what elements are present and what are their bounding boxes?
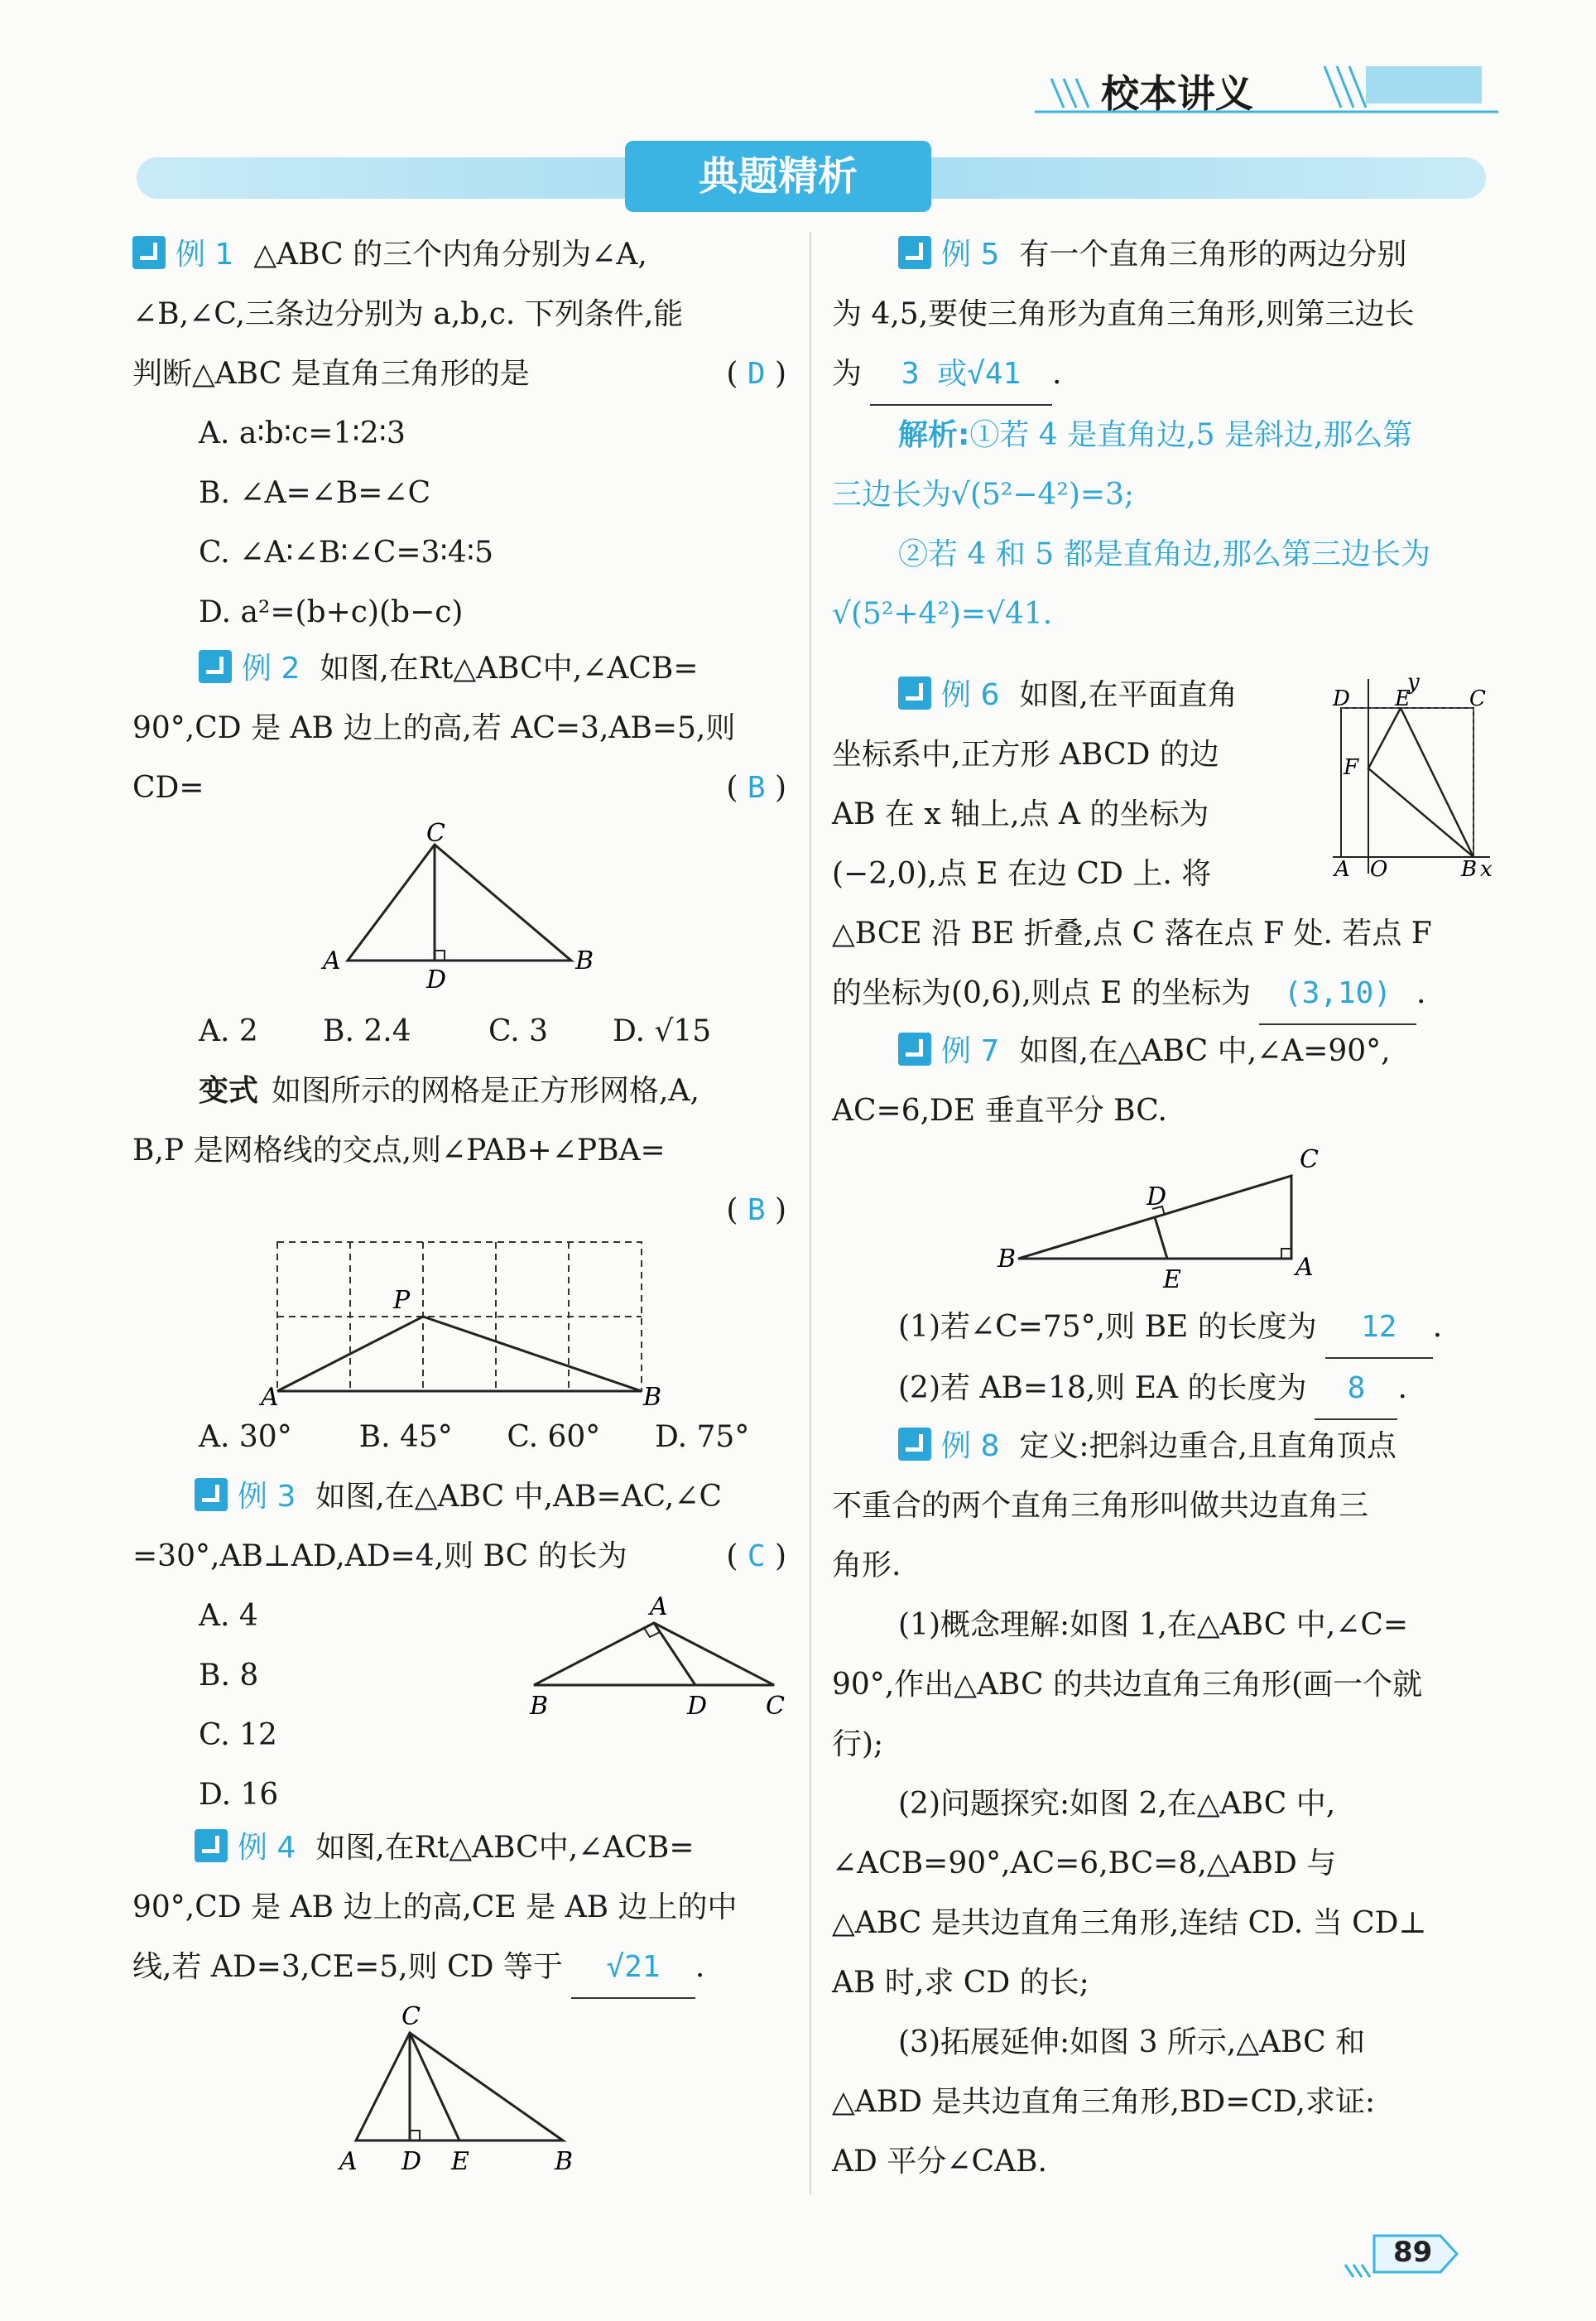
label-D: D <box>426 965 447 994</box>
option: C. ∠A∶∠B∶∠C=3∶4∶5 <box>199 536 493 570</box>
example-6-text: AB 在 x 轴上,点 A 的坐标为 <box>832 797 1209 831</box>
right-angle-mark <box>435 951 445 961</box>
example-8-part-3: (3)拓展延伸:如图 3 所示,△ABC 和 <box>898 2025 1366 2059</box>
example-6-tag: 例 6 <box>898 666 999 725</box>
example-6-text: △BCE 沿 BE 折叠,点 C 落在点 F 处. 若点 F <box>832 917 1432 951</box>
option: C. 3 <box>488 1014 549 1048</box>
example-6-text: (−2,0),点 E 在边 CD 上. 将 <box>832 857 1212 891</box>
label-C: C <box>1300 1145 1319 1174</box>
example-8-text: 不重合的两个直角三角形叫做共边直角三 <box>832 1489 1369 1523</box>
example-8-part-2: △ABC 是共边直角三角形,连结 CD. 当 CD⊥ <box>832 1906 1427 1940</box>
example-2-tag: 例 2 <box>199 639 300 699</box>
example-7 <box>832 1022 1494 1141</box>
example-2-text: 90°,CD 是 AB 边上的高,若 AC=3,AB=5,则 <box>132 711 736 745</box>
example-3: 例 3 如图,在△ABC 中,AB=AC,∠C =30°,AB⊥AD,AD=4,则 BC 的长为 ( C ) A. 4 B. 8 C. 12 D. 16 <box>132 1467 786 1825</box>
option: A. 2 <box>199 1014 258 1048</box>
label-B: B <box>575 946 594 975</box>
option: B. 45° <box>358 1420 453 1454</box>
variant-tag: 变式 <box>199 1074 259 1108</box>
triangle <box>356 2033 563 2140</box>
example-8-part-1: 90°,作出△ABC 的共边直角三角形(画一个就 <box>832 1668 1423 1702</box>
label-B: B <box>643 1383 662 1412</box>
example-8-text: 定义:把斜边重合,且直角顶点 <box>1019 1429 1396 1463</box>
label-A: A <box>261 1383 279 1412</box>
example-1-text: 判断△ABC 是直角三角形的是 <box>132 357 530 391</box>
example-3-text: =30°,AB⊥AD,AD=4,则 BC 的长为 <box>132 1539 627 1573</box>
analysis-text: ②若 4 和 5 都是直角边,那么第三边长为 <box>898 537 1431 571</box>
example-4-figure <box>331 2002 596 2176</box>
segment-DE <box>1155 1217 1167 1259</box>
example-6-text: 的坐标为(0,6),则点 E 的坐标为 <box>832 976 1251 1010</box>
label-A: A <box>323 946 341 975</box>
checkmark-icon <box>199 650 232 683</box>
label-D: D <box>401 2147 422 2176</box>
example-2-figure <box>323 819 613 994</box>
example-2-text: CD= <box>132 771 204 805</box>
example-1-text: △ABC 的三个内角分别为∠A, <box>253 238 647 272</box>
example-8-text: 角形. <box>832 1548 901 1582</box>
checkmark-icon <box>195 1829 228 1862</box>
example-7-text: AC=6,DE 垂直平分 BC. <box>832 1094 1167 1128</box>
example-5-text: 有一个直角三角形的两边分别 <box>1019 238 1407 272</box>
label-A: A <box>650 1592 668 1621</box>
label-C: C <box>1469 686 1486 711</box>
label-D: D <box>1147 1182 1167 1211</box>
variant-answer: B <box>747 1193 766 1227</box>
header-title: 校本讲义 <box>1101 71 1253 116</box>
example-3-text: 如图,在△ABC 中,AB=AC,∠C <box>315 1480 723 1514</box>
example-3-figure <box>522 1590 786 1721</box>
example-6-figure <box>1324 670 1498 882</box>
example-2-answer: B <box>747 771 766 805</box>
option: A. 4 <box>199 1599 258 1633</box>
label-B: B <box>530 1692 549 1721</box>
example-8-part-3: △ABD 是共边直角三角形,BD=CD,求证: <box>832 2085 1376 2119</box>
example-7-tag: 例 7 <box>898 1022 999 1081</box>
label-D: D <box>1333 686 1350 711</box>
example-6-answer: (3,10) <box>1259 964 1416 1025</box>
example-5-text: 为 <box>832 357 863 391</box>
example-1: 例 1 △ABC 的三个内角分别为∠A, ∠B,∠C,三条边分别为 a,b,c. 下列条件,能 判断△ABC 是直角三角形的是 ( D ) A. a∶b∶c=1∶2∶3 B. ∠A=∠B=∠C C. ∠A∶∠B∶∠C=3∶4∶5 D. a²=(b+c)(b−c) <box>132 225 786 643</box>
example-7-questions: (1)若∠C=75°,则 BE 的长度为 12 . (2)若 AB=18,则 EA 的长度为 8 . <box>832 1298 1494 1420</box>
example-2-text: 如图,在Rt△ABC中,∠ACB= <box>320 652 699 686</box>
example-4-text: 如图,在Rt△ABC中,∠ACB= <box>315 1831 695 1865</box>
header <box>1035 62 1498 120</box>
option: A. a∶b∶c=1∶2∶3 <box>199 417 406 450</box>
option: D. 16 <box>199 1778 279 1812</box>
example-8-part-3: AD 平分∠CAB. <box>832 2145 1047 2179</box>
example-6: 例 6 如图,在平面直角 坐标系中,正方形 ABCD 的边 AB 在 x 轴上,点 A 的坐标为 (−2,0),点 E 在边 CD 上. 将 △BCE 沿 BE 折叠,点 C 落在点 F 处. 若点 F 的坐标为(0,6),则点 E 的坐标为 (3,10) . <box>832 666 1494 1025</box>
example-5-tag: 例 5 <box>898 225 999 285</box>
example-5-text: 为 4,5,要使三角形为直角三角形,则第三边长 <box>832 297 1415 331</box>
fold-triangle <box>1368 708 1473 857</box>
label-C: C <box>766 1692 785 1721</box>
page-number: 89 <box>1393 2236 1433 2269</box>
triangle <box>534 1623 774 1685</box>
analysis-text: ①若 4 是直角边,5 是斜边,那么第 <box>969 418 1413 452</box>
example-4-text: 90°,CD 是 AB 边上的高,CE 是 AB 边上的中 <box>132 1890 738 1924</box>
right-angle-mark <box>1281 1249 1291 1259</box>
variant: 变式 如图所示的网格是正方形网格,A, B,P 是网格线的交点,则∠PAB+∠PBA= ( B ) <box>132 1074 786 1227</box>
checkmark-icon <box>898 236 931 269</box>
option: A. 30° <box>199 1420 292 1454</box>
option: C. 60° <box>507 1420 601 1454</box>
example-8-part-2: AB 时,求 CD 的长; <box>832 1966 1089 2000</box>
option: B. 8 <box>199 1659 259 1693</box>
label-E: E <box>1163 1265 1181 1294</box>
option: D. √15 <box>613 1014 712 1048</box>
example-8-part-1: (1)概念理解:如图 1,在△ABC 中,∠C= <box>898 1608 1409 1642</box>
option: B. ∠A=∠B=∠C <box>199 476 431 510</box>
label-E: E <box>1395 686 1411 711</box>
example-6-text: 坐标系中,正方形 ABCD 的边 <box>832 738 1219 772</box>
example-8-part-2: ∠ACB=90°,AC=6,BC=8,△ABD 与 <box>832 1847 1337 1880</box>
example-4-text: 线,若 AD=3,CE=5,则 CD 等于 <box>132 1950 563 1984</box>
square-ABCD <box>1341 708 1473 857</box>
example-2-options <box>199 1002 778 1062</box>
example-8-part-2: (2)问题探究:如图 2,在△ABC 中, <box>898 1787 1336 1821</box>
option: D. a²=(b+c)(b−c) <box>199 595 464 629</box>
example-5-answer: 3 或√41 <box>870 344 1052 406</box>
example-7-question-2: (2)若 AB=18,则 EA 的长度为 <box>898 1371 1307 1405</box>
example-8-part-1: 行); <box>832 1727 884 1761</box>
example-1-tag: 例 1 <box>132 225 233 285</box>
analysis-text: √(5²+4²)=√41. <box>832 597 1053 631</box>
checkmark-icon <box>898 1428 931 1461</box>
variant-grid-figure <box>257 1234 662 1412</box>
example-1-options <box>132 404 786 643</box>
section-banner-title: 典题精析 <box>625 141 931 212</box>
right-angle-mark <box>410 2131 420 2140</box>
label-C: C <box>401 2002 421 2031</box>
label-D: D <box>687 1692 708 1721</box>
label-A: A <box>1334 857 1350 882</box>
triangle-PAB <box>277 1317 642 1391</box>
variant-text: B,P 是网格线的交点,则∠PAB+∠PBA= <box>132 1134 666 1168</box>
example-7-text: 如图,在△ABC 中,∠A=90°, <box>1019 1034 1391 1068</box>
label-A: A <box>1296 1253 1314 1282</box>
analysis-label: 解析: <box>898 418 970 452</box>
label-C: C <box>426 819 445 848</box>
label-A: A <box>339 2147 358 2176</box>
label-y: y <box>1407 670 1420 695</box>
option: B. 2.4 <box>323 1014 411 1048</box>
example-4-answer: √21 <box>571 1938 695 1999</box>
example-4: 例 4 如图,在Rt△ABC中,∠ACB= 90°,CD 是 AB 边上的高,CE 是 AB 边上的中 线,若 AD=3,CE=5,则 CD 等于 √21 . <box>132 1818 786 1999</box>
example-2: 例 2 如图,在Rt△ABC中,∠ACB= 90°,CD 是 AB 边上的高,若 AC=3,AB=5,则 CD= ( B ) <box>132 639 786 818</box>
variant-text: 如图所示的网格是正方形网格,A, <box>272 1074 699 1108</box>
column-divider <box>810 232 811 2194</box>
label-O: O <box>1370 857 1388 882</box>
example-7-question-1: (1)若∠C=75°,则 BE 的长度为 <box>898 1310 1317 1344</box>
example-5: 例 5 有一个直角三角形的两边分别 为 4,5,要使三角形为直角三角形,则第三边长 为 3 或√41 . 解析:①若 4 是直角边,5 是斜边,那么第 三边长为√(5²−4²)=3; ②若 4 和 5 都是直角边,那么第三边长为 √(5²+4²)=√41. <box>832 225 1494 644</box>
analysis-text: 三边长为√(5²−4²)=3; <box>832 478 1135 512</box>
example-7-answer-2: 8 <box>1315 1359 1397 1420</box>
option: D. 75° <box>655 1420 750 1454</box>
label-x: x <box>1480 857 1493 882</box>
label-B: B <box>555 2147 574 2176</box>
label-F: F <box>1344 755 1359 780</box>
checkmark-icon <box>132 236 166 269</box>
example-1-text: ∠B,∠C,三条边分别为 a,b,c. 下列条件,能 <box>132 297 684 331</box>
example-3-tag: 例 3 <box>195 1467 296 1527</box>
label-B: B <box>997 1245 1017 1274</box>
variant-options <box>199 1408 778 1467</box>
example-8-tag: 例 8 <box>898 1417 999 1476</box>
example-7-answer-1: 12 <box>1325 1298 1433 1359</box>
label-P: P <box>393 1286 411 1315</box>
checkmark-icon <box>195 1478 228 1511</box>
label-E: E <box>451 2147 469 2176</box>
label-B: B <box>1461 857 1478 882</box>
option: C. 12 <box>199 1718 277 1752</box>
example-4-tag: 例 4 <box>195 1818 296 1878</box>
example-1-answer: D <box>747 357 766 391</box>
example-8 <box>832 1417 1494 2192</box>
example-7-figure <box>993 1143 1341 1292</box>
example-3-answer: C <box>747 1539 766 1573</box>
example-6-text: 如图,在平面直角 <box>1019 678 1238 712</box>
checkmark-icon <box>898 1033 931 1066</box>
checkmark-icon <box>898 677 931 710</box>
triangle <box>348 845 571 961</box>
